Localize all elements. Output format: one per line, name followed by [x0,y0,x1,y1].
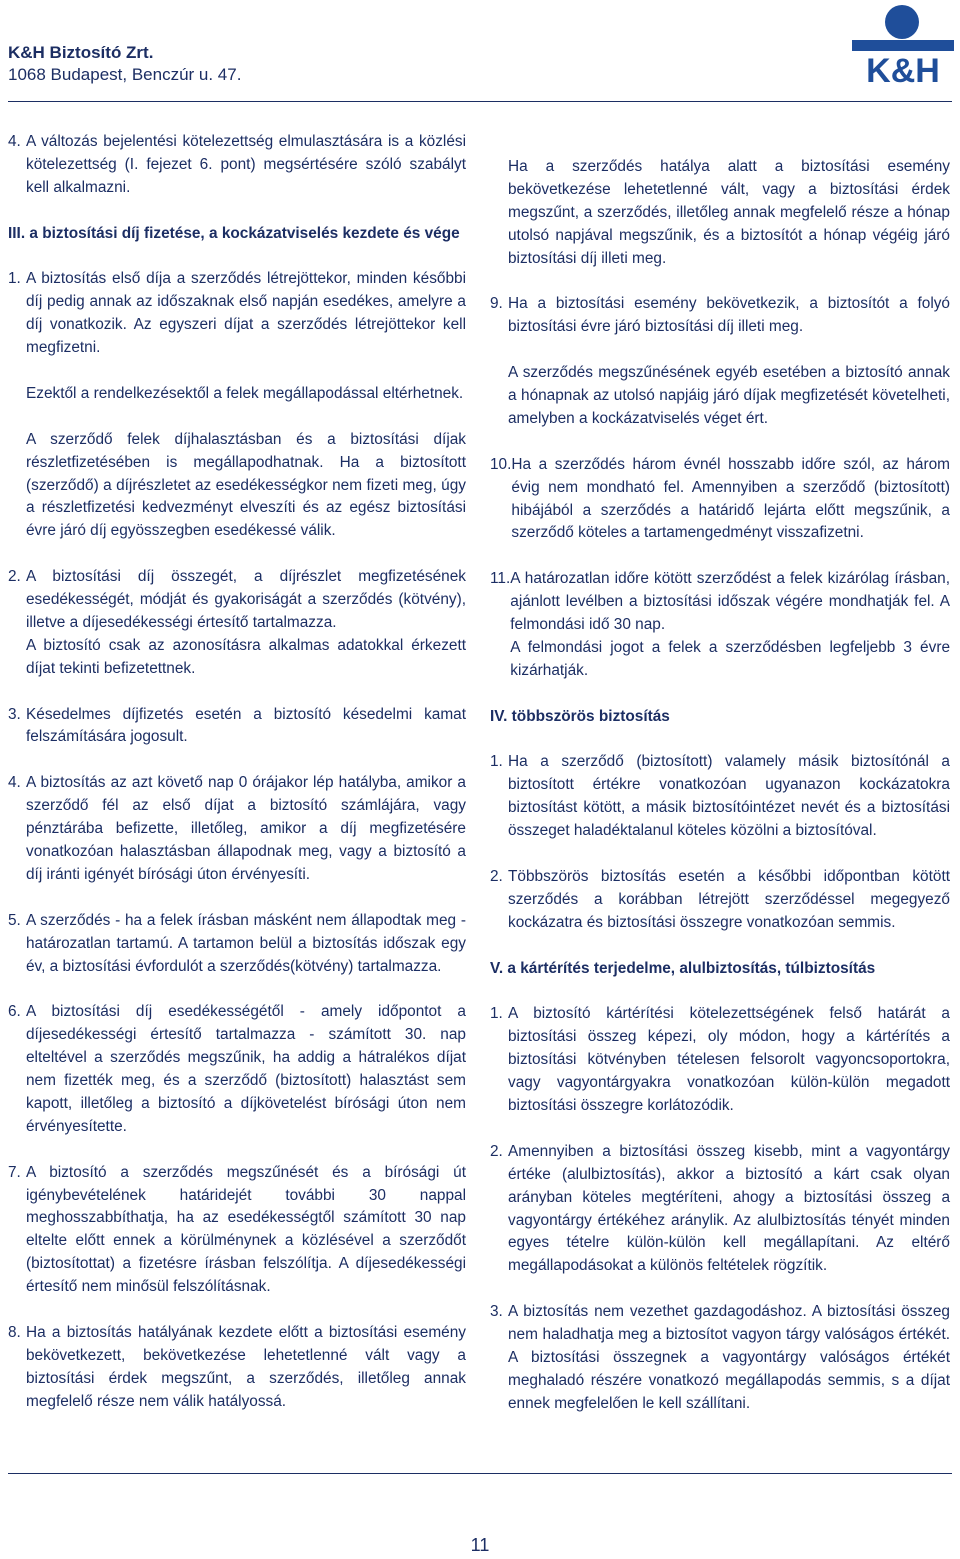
left-column [8,131,466,1436]
company-address: 1068 Budapest, Benczúr u. 47. [8,65,242,84]
list-item: 1. A biztosítás első díja a szerződés létrejöttekor, minden későbbi díj pedig annak az időszaknak első napján esedékes, amelyre a díj vonatkozik. Az egyszeri díjat a szerződés létrejöttekor kell megfizetni. [8,270,466,357]
list-item: 8. Ha a biztosítás hatályának kezdete előtt a biztosítási esemény bekövetkezett, bekövetkezése lehetetlenné vált vagy a biztosítási érdek megszűnt, a szerződés, illetőleg annak megfelelő része nem válik hatályossá. [8,1323,466,1410]
paragraph: Ezektől a rendelkezésektől a felek megállapodással eltérhetnek. [26,384,464,402]
list-item: 7. A biztosító a szerződés megszűnését és a bírósági út igénybevételének határidejét további 30 nappal meghosszabbíthatja, ha az esedékességtől számított 30 nap eltelte előtt ennek a körülménynek a közlésével a szerződőt (biztosítottat) a fizetésre írásban felszólítja. A díjesedékességi értesítő nem minősül felszólításnak. [8,1163,466,1296]
paragraph: A szerződő felek díjhalasztásban és a biztosítási díjak részletfizetésében is megállapodhatnak. Ha a biztosított (szerződő) a díjrészletet az esedékességkor nem fizeti meg, úgy a részletfizetési kedvezményt elveszíti és az egész biztosítási évre járó díj egyösszegben esedékessé válik. [26,430,466,540]
kh-logo [850,2,956,86]
list-item: 9. Ha a biztosítási esemény bekövetkezik, a biztosítót a folyó biztosítási évre járó biztosítási díj illeti meg. [490,295,950,336]
header-divider [8,101,952,102]
section-heading: III. a biztosítási díj fizetése, a kockázatviselés kezdete és vége [8,224,460,242]
right-column [490,156,950,1439]
list-item: 2. A biztosítási díj összegét, a díjrészlet megfizetésének esedékességét, módját és gyakoriságát a szerződés (kötvény), illetve a díjesedékességi értesítő tartalmazza. A biztosító csak az azonosításra alkalmas adatokkal érkezett díjat tekinti befizetettnek. [8,568,466,677]
list-item: 10. Ha a szerződés három évnél hosszabb időre szól, az három évig nem mondható fel. Amennyiben a szerződő (biztosított) hibájából a szerződés a határidő lejárta előtt megszűnik, a szerződő köteles a tartamengedményt visszafizetni. [490,455,950,542]
list-item: 2. Többszörös biztosítás esetén a későbbi időpontban kötött szerződés a korábban létrejött szerződéssel megegyező kockázatra és biztosítási összegre vonatkozóan semmis. [490,867,950,931]
list-item: 3. A biztosítás nem vezethet gazdagodáshoz. A biztosítási összeg nem haladhatja meg a biztosítot vagyon tárgy valóságos értékét. A biztosítási összegnek a vagyontárgy valóságos értékét meghaladó részére vonatkozó megállapodás semmis, s a díjat ennek megfelelően le kell szállítani. [490,1303,950,1412]
paragraph: A szerződés megszűnésének egyéb esetében a biztosító annak a hónapnak az utolsó napjáig járó díjak megfizetését követelheti, amelyben a kockázatviselés véget ért. [508,364,950,427]
list-item: 6. A biztosítási díj esedékességétől - amely időpontot a díjesedékességi értesítő tartalmazza - számított 30. nap elteltével a szerződés megszűnik, ha addig a hátralékos díjat nem fizették meg, és a szerződő (biztosított) halasztást sem kapott, illetőleg a biztosító a díjkövetelést bírósági úton nem érvényesítette. [8,1003,466,1135]
footer-divider [8,1473,952,1474]
list-item: 1. A biztosító kártérítési kötelezettségének felső határát a biztosítási összeg képezi, oly módon, hogy a kártérítés a biztosítási kötvényben tételesen felsorolt vagyoncsoportokra, vagy vagyontárgyakra vonatkozóan külön-külön megadott biztosítási összegre korlátozódik. [490,1005,950,1115]
company-name: K&H Biztosító Zrt. [8,43,154,62]
section-heading: V. a kártérítés terjedelme, alulbiztosítás, túlbiztosítás [490,959,876,977]
logo-text: K&H [866,52,940,86]
list-item: 3. Késedelmes díjfizetés esetén a biztosító késedelmi kamat felszámítására jogosult. [8,705,466,746]
list-item: 4. A biztosítás az azt követő nap 0 órájakor lép hatályba, amikor a szerződő fél az első díjat a biztosító számlájára, vagy pénztárába befizette, illetőleg, amikor a díj megfizetésére vonatkozóan halasztásban állapodnak meg, vagy a biztosító a díj iránti igényét bírósági úton érvényesíti. [8,774,466,883]
paragraph: Ha a szerződés hatálya alatt a biztosítási esemény bekövetkezése lehetetlenné vált, vagy a biztosítási érdek megszűnt, a szerződés, illetőleg annak megfelelő része a hónap utolsó napjával megszűnik, és a biztosítót a hónap végéig járó biztosítási díj illeti meg. [508,158,950,267]
list-item: 4. A változás bejelentési kötelezettség elmulasztására is a közlési kötelezettség (I. fejezet 6. pont) megsértésére szóló szabályt kell alkalmazni. [8,133,466,196]
page-number: 11 [470,1535,490,1555]
section-heading: IV. többszörös biztosítás [490,707,670,725]
list-item: 1. Ha a szerződő (biztosított) valamely másik biztosítónál a biztosított értékre vonatkozóan ugyanazon kockázatokra biztosítást kötött, a másik biztosítóintézet nevét és a biztosítási összeget haladéktalanul köteles közölni a biztosítóval. [490,753,950,840]
company-block [8,42,241,86]
list-item: 2. Amennyiben a biztosítási összeg kisebb, mint a vagyontárgy értéke (alulbiztosítás), akkor a biztosító a kárt csak olyan arányban köteles megtéríteni, ahogy a biztosítási összeg a vagyontárgy értékéhez aránylik. Az alulbiztosítás tényét minden egyes tételre külön-külön kell megállapítani. Az eltérő megállapodásokat a különös feltételek rögzítik. [490,1142,950,1275]
list-item: 11. A határozatlan időre kötött szerződést a felek kizárólag írásban, ajánlott levélben a biztosítási időszak végére mondhatják fel. A felmondási idő 30 nap. A felmondási jogot a felek a szerződésben legfeljebb 3 évre kizárhatják. [490,570,950,679]
list-item: 5. A szerződés - ha a felek írásban másként nem állapodtak meg - határozatlan tartamú. A tartamon belül a biztosítás időszak egy év, a biztosítási évfordulót a szerződés(kötvény) tartalmazza. [8,911,466,975]
